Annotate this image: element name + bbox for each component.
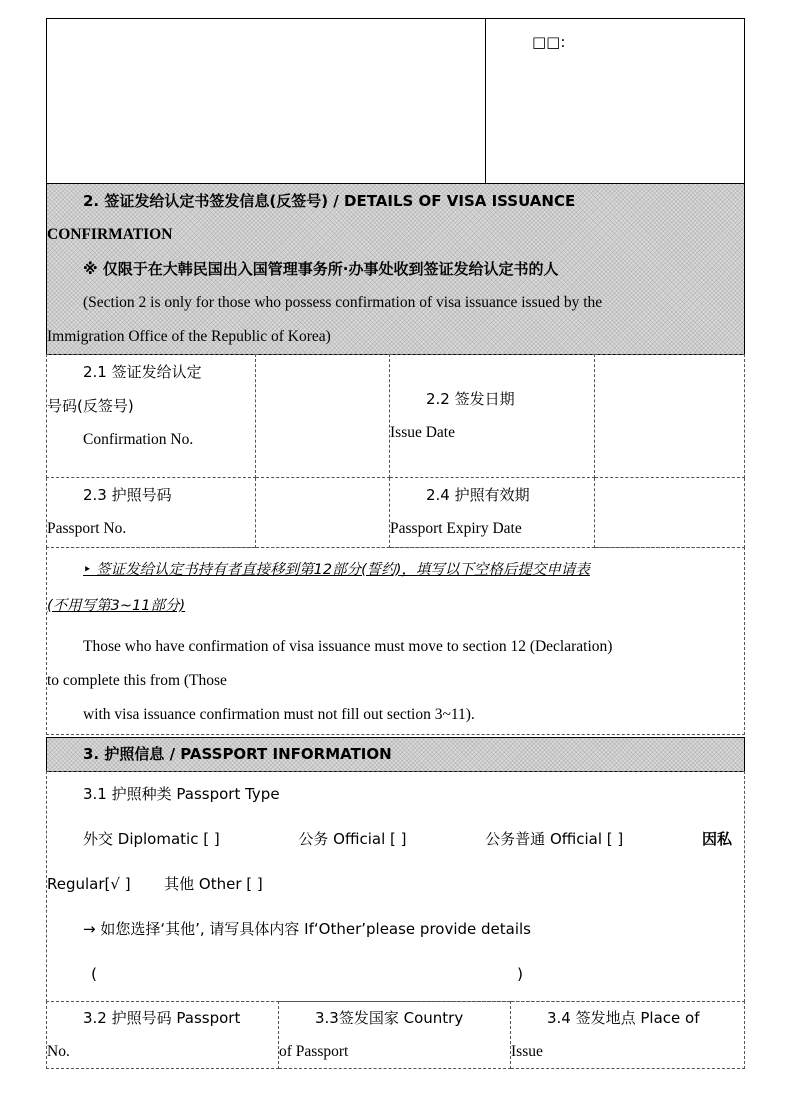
field-2-4-label bbox=[390, 478, 595, 548]
photo-box bbox=[486, 19, 745, 184]
field-2-1-cn-b: 号码(反签号) bbox=[47, 397, 134, 415]
field-2-1-cn-a: 2.1 签证发给认定 bbox=[83, 363, 202, 381]
passport-type-options bbox=[47, 817, 744, 862]
field-2-3-input[interactable] bbox=[256, 478, 390, 548]
option-official-ordinary[interactable]: 公务普通 Official [ ] bbox=[485, 830, 624, 848]
paren-close: ) bbox=[517, 965, 524, 983]
visa-application-form bbox=[46, 18, 745, 1069]
paren-open: ( bbox=[91, 965, 98, 983]
field-2-2-cn: 2.2 签发日期 bbox=[426, 390, 515, 408]
instruction-block bbox=[46, 547, 745, 735]
field-3-4-a: 3.4 签发地点 Place of bbox=[547, 1009, 700, 1027]
field-3-4-b: Issue bbox=[511, 1043, 543, 1060]
section2-note-en-2: Immigration Office of the Republic of Korea) bbox=[47, 328, 331, 345]
section2-note-cn: ※ 仅限于在大韩民国出入国管理事务所·办事处收到签证发给认定书的人 bbox=[83, 260, 559, 278]
instruction-en-2: to complete this from (Those bbox=[47, 672, 227, 689]
field-2-1-en: Confirmation No. bbox=[83, 431, 194, 448]
field-2-2-en: Issue Date bbox=[390, 424, 455, 441]
section2-header bbox=[46, 183, 745, 355]
option-private[interactable]: 因私 bbox=[701, 830, 732, 848]
other-details-prompt: → 如您选择‘其他’, 请写具体内容 If‘Other’please provide details bbox=[83, 920, 532, 938]
field-2-4-input[interactable] bbox=[595, 478, 745, 548]
field-3-2-b: No. bbox=[47, 1043, 70, 1060]
field-2-4-en: Passport Expiry Date bbox=[390, 520, 522, 537]
section2-fields bbox=[46, 354, 745, 548]
section3-passport-type bbox=[46, 771, 745, 1002]
field-3-3-label bbox=[279, 1002, 511, 1069]
section2-heading: 2. 签证发给认定书签发信息(反签号) / DETAILS OF VISA ISSUANCE bbox=[83, 192, 576, 210]
field-2-1-label bbox=[47, 355, 256, 478]
section2-heading-cell bbox=[47, 184, 745, 355]
instruction-en-3: with visa issuance confirmation must not fill out section 3~11). bbox=[83, 706, 475, 723]
photo-label-glyphs: □□ bbox=[532, 33, 561, 51]
instruction-cell bbox=[47, 548, 745, 735]
section3-heading: 3. 护照信息 / PASSPORT INFORMATION bbox=[83, 745, 392, 763]
instruction-cn-2: (不用写第3~11部分) bbox=[47, 598, 186, 614]
field-3-4-label bbox=[511, 1002, 745, 1069]
field-2-4-cn: 2.4 护照有效期 bbox=[426, 486, 530, 504]
field-2-1-input[interactable] bbox=[256, 355, 390, 478]
instruction-en-1: Those who have confirmation of visa issuance must move to section 12 (Declaration) bbox=[83, 638, 613, 655]
section2-note-en-1: (Section 2 is only for those who possess confirmation of visa issuance issued by the bbox=[83, 294, 603, 311]
field-2-3-cn: 2.3 护照号码 bbox=[83, 486, 172, 504]
option-other[interactable]: 其他 Other [ ] bbox=[164, 875, 263, 893]
field-3-1-label: 3.1 护照种类 Passport Type bbox=[83, 785, 280, 803]
field-3-2-a: 3.2 护照号码 Passport bbox=[83, 1009, 241, 1027]
section2-heading-cont: CONFIRMATION bbox=[47, 226, 173, 243]
field-3-3-b: of Passport bbox=[279, 1043, 349, 1060]
field-2-3-en: Passport No. bbox=[47, 520, 127, 537]
field-2-2-label bbox=[390, 355, 595, 478]
passport-type-options-2 bbox=[47, 862, 744, 907]
field-3-3-a: 3.3签发国家 Country bbox=[315, 1009, 464, 1027]
section3-heading-cell bbox=[47, 738, 745, 772]
option-diplomatic[interactable]: 外交 Diplomatic [ ] bbox=[83, 830, 220, 848]
section3-passport-fields bbox=[46, 1001, 745, 1069]
option-official[interactable]: 公务 Official [ ] bbox=[298, 830, 407, 848]
option-regular[interactable]: Regular[√ ] bbox=[47, 875, 131, 893]
field-2-2-input[interactable] bbox=[595, 355, 745, 478]
passport-type-cell bbox=[47, 772, 745, 1002]
field-2-3-label bbox=[47, 478, 256, 548]
other-details-field[interactable] bbox=[47, 952, 744, 997]
top-block bbox=[46, 18, 745, 184]
photo-label-suffix: : bbox=[560, 33, 566, 51]
field-3-2-label bbox=[47, 1002, 279, 1069]
blank-area bbox=[47, 19, 486, 184]
section3-header bbox=[46, 737, 745, 772]
instruction-cn-1: ‣ 签证发给认定书持有者直接移到第12部分(誓约)，填写以下空格后提交申请表 bbox=[83, 562, 590, 578]
